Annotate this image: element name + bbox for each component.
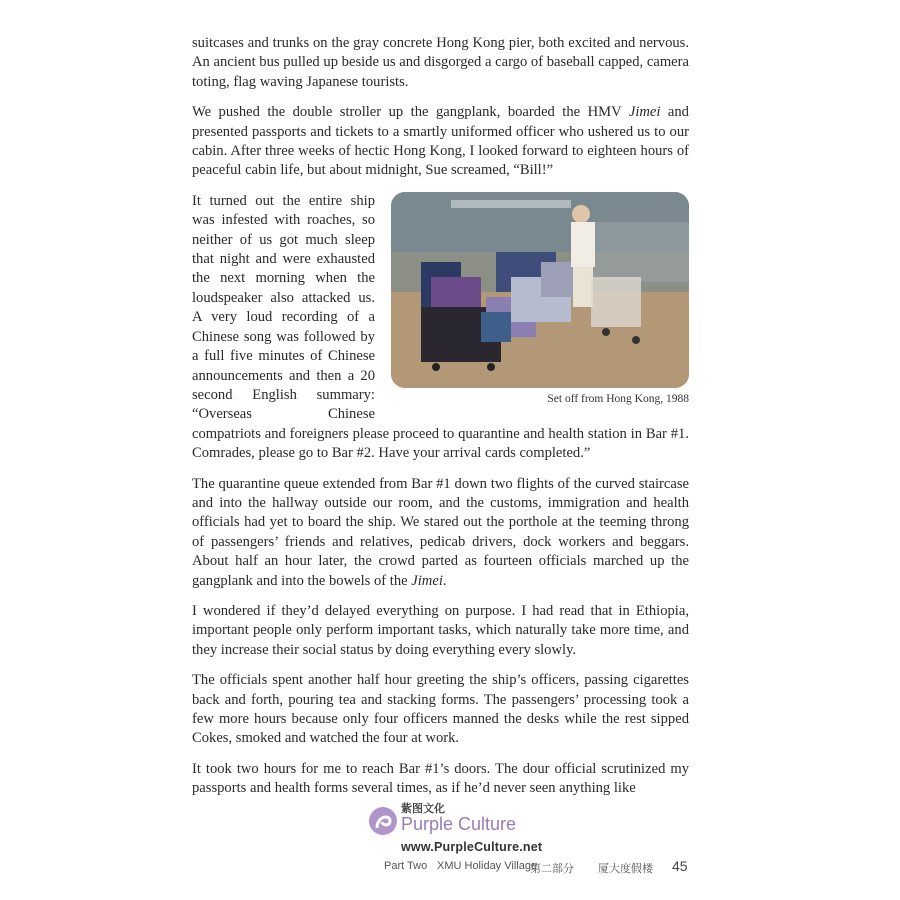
page-number: 45 [672, 858, 688, 874]
photo-figure [391, 192, 689, 406]
photo [391, 192, 689, 388]
watermark [368, 800, 553, 860]
paragraph-3: It turned out the entire ship was infested with roaches, so neither of us got much sleep that night and were exhausted the next morning when the loudspeaker also attacked us. A very loud recording of a Chinese song was followed by a full five minutes of Chinese announcements and then a 20 second English summary: “Overseas Chinese compatriots and foreigners please proceed to quarantine and health station in Bar #1. Comrades, please go to Bar #2. Have your arrival cards completed.” [192, 192, 689, 462]
watermark-name: Purple Culture [401, 814, 517, 834]
purple-culture-logo-icon [368, 806, 398, 836]
footer-section: XMU Holiday Village [437, 860, 538, 872]
page-body [192, 34, 689, 810]
paragraph-2-text-a: We pushed the double stroller up the gangplank, boarded the HMV [192, 104, 629, 121]
paragraph-4-text-a: The quarantine queue extended from Bar #1 down two flights of the curved staircase and into the hallway outside our room, and the customs, immigration and health officials had yet to board the ship. We stared out the porthole at the teeming throng of passengers’ friends and relatives, pedicab drivers, dock workers and beggars. About half an hour later, the crowd parted as fourteen officials marched up the gangplank and into the bowels of the [192, 475, 689, 589]
ship-name: Jimei [628, 104, 661, 121]
ship-name: Jimei [411, 572, 443, 589]
watermark-url: www.PurpleCulture.net [401, 840, 543, 854]
paragraph-5: I wondered if they’d delayed everything on purpose. I had read that in Ethiopia, important people only perform important tasks, which naturally take more time, and they increase their social status by doing everything every slowly. [192, 602, 689, 658]
paragraph-4-text-b: . [442, 572, 447, 589]
paragraph-6: The officials spent another half hour greeting the ship’s officers, passing cigarettes back and forth, pouring tea and stacking forms. The passengers’ processing took a few more hours because only four officers manned the desks while the rest sipped Cokes, smoked and watched the four at work. [192, 672, 689, 747]
watermark-chinese-name: 紫图文化 [401, 802, 445, 815]
page-footer [384, 857, 690, 877]
paragraph-2-text-b: and presented passports and tickets to a smartly uniformed officer who ushered us to our cabin. After three weeks of hectic Hong Kong, I looked forward to eighteen hours of peaceful cabin life, but about midnight, Sue screamed, “Bill!” [192, 104, 689, 179]
photo-caption: Set off from Hong Kong, 1988 [547, 392, 689, 405]
footer-section-cn: 厦大度假楼 [598, 863, 653, 875]
paragraph-7: It took two hours for me to reach Bar #1’s doors. The dour official scrutinized my passports and health forms several times, as if he’d never seen anything like [192, 760, 689, 797]
photo-illustration [391, 192, 689, 388]
paragraph-2 [192, 103, 689, 181]
paragraph-4 [192, 475, 689, 591]
paragraph-1: suitcases and trunks on the gray concrete Hong Kong pier, both excited and nervous. An ancient bus pulled up beside us and disgorged a cargo of baseball capped, camera toting, flag waving Japanese tourists. [192, 35, 689, 90]
footer-part: Part Two [384, 860, 428, 872]
footer-part-cn: 第二部分 [530, 863, 574, 875]
